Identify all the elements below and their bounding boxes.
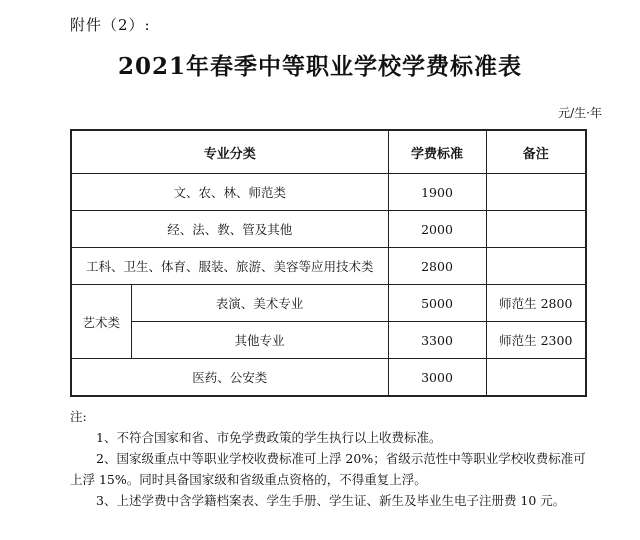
category-cell: 经、法、教、管及其他 <box>71 211 388 248</box>
remark-cell: 师范生 2800 <box>486 285 586 322</box>
category-cell: 文、农、林、师范类 <box>71 174 388 211</box>
subcategory-cell: 其他专业 <box>131 322 388 359</box>
note-item: 2、国家级重点中等职业学校收费标准可上浮 20%；省级示范性中等职业学校收费标准可上浮 15%。同时具备国家级和省级重点资格的，不得重复上浮。 <box>70 451 586 487</box>
header-fee: 学费标准 <box>388 130 486 174</box>
fee-table <box>70 129 587 397</box>
category-cell: 医药、公安类 <box>71 359 388 397</box>
fee-cell: 2000 <box>388 211 486 248</box>
header-category: 专业分类 <box>71 130 388 174</box>
note-item: 1、不符合国家和省、市免学费政策的学生执行以上收费标准。 <box>96 430 442 445</box>
remark-cell <box>486 211 586 248</box>
subcategory-cell: 表演、美术专业 <box>131 285 388 322</box>
remark-cell <box>486 359 586 397</box>
fee-cell: 1900 <box>388 174 486 211</box>
unit-label: 元/生·年 <box>558 106 602 120</box>
table-row <box>71 248 586 285</box>
table-row <box>71 285 586 322</box>
table-row <box>71 174 586 211</box>
table-header-row <box>71 130 586 174</box>
fee-cell: 3000 <box>388 359 486 397</box>
note-item: 3、上述学费中含学籍档案表、学生手册、学生证、新生及毕业生电子注册费 10 元。 <box>96 493 566 508</box>
remark-cell <box>486 248 586 285</box>
table-row <box>71 211 586 248</box>
table-row <box>71 322 586 359</box>
page-title: 2021年春季中等职业学校学费标准表 <box>117 53 522 80</box>
fee-cell: 3300 <box>388 322 486 359</box>
notes-label: 注: <box>70 409 87 424</box>
art-category-cell: 艺术类 <box>71 285 131 359</box>
notes <box>70 406 590 511</box>
fee-cell: 2800 <box>388 248 486 285</box>
fee-cell: 5000 <box>388 285 486 322</box>
remark-cell: 师范生 2300 <box>486 322 586 359</box>
remark-cell <box>486 174 586 211</box>
table-row <box>71 359 586 397</box>
category-cell: 工科、卫生、体育、服装、旅游、美容等应用技术类 <box>71 248 388 285</box>
header-remark: 备注 <box>486 130 586 174</box>
attachment-label: 附件（2）: <box>70 16 151 34</box>
